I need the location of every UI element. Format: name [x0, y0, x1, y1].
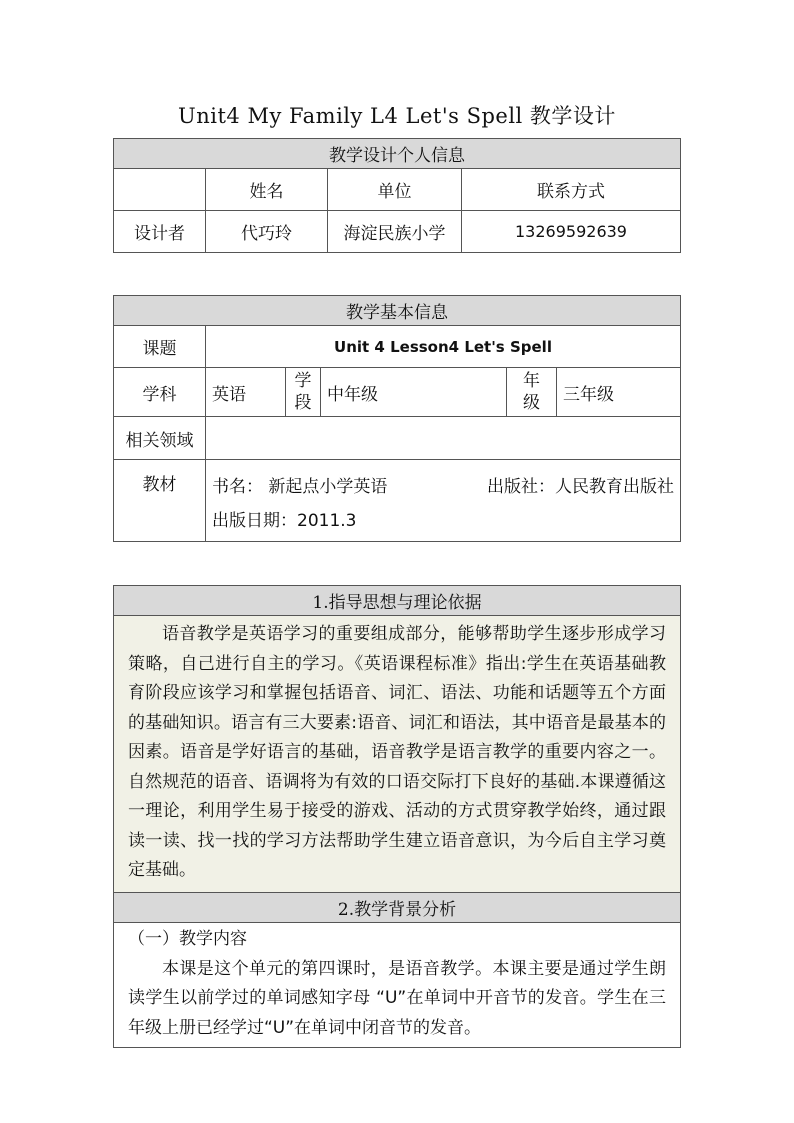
- basic-info-header: 教学基本信息: [114, 296, 681, 326]
- field-value: [206, 417, 681, 460]
- stage-label-line1: 学: [294, 371, 312, 391]
- basic-info-table: [113, 295, 681, 542]
- personal-info-table: [113, 138, 681, 253]
- grade-label-line1: 年: [523, 371, 540, 391]
- subject-value: 英语: [206, 368, 286, 417]
- stage-label-line2: 段: [294, 393, 312, 413]
- publisher: 出版社：人民教育出版社: [487, 477, 674, 497]
- contact-column-header: 联系方式: [462, 169, 681, 211]
- grade-label-line2: 级: [523, 393, 540, 413]
- publish-date: 出版日期：2011.3: [212, 511, 357, 531]
- designer-label: 设计者: [114, 211, 206, 253]
- topic-label: 课题: [114, 326, 206, 368]
- section2-header: 2.教学背景分析: [114, 893, 681, 923]
- unit-column-header: 单位: [328, 169, 462, 211]
- section1-body: 语音教学是英语学习的重要组成部分，能够帮助学生逐步形成学习策略，自己进行自主的学习。《英语课程标准》指出:学生在英语基础教育阶段应该学习和掌握包括语音、词汇、语法、功能和话题等五个方面的基础知识。语言有三大要素:语音、词汇和语法，其中语音是最基本的因素。语音是学好语言的基础，语音教学是语言教学的重要内容之一。自然规范的语音、语调将为有效的口语交际打下良好的基础.本课遵循这一理论，利用学生易于接受的游戏、活动的方式贯穿教学始终，通过跟读一读、找一找的学习方法帮助学生建立语音意识，为今后自主学习奠定基础。: [114, 616, 681, 893]
- document-title: Unit4 My Family L4 Let's Spell 教学设计: [178, 104, 616, 128]
- field-label: 相关领域: [114, 417, 206, 460]
- stage-value: 中年级: [321, 368, 507, 417]
- section2-subheading: （一）教学内容: [128, 929, 247, 949]
- empty-cell: [114, 169, 206, 211]
- sections-table: [113, 585, 681, 1048]
- book-name: 书名： 新起点小学英语: [212, 477, 388, 497]
- section2-body: 本课是这个单元的第四课时，是语音教学。本课主要是通过学生朗读学生以前学过的单词感知字母 “U”在单词中开音节的发音。学生在三年级上册已经学过“U”在单词中闭音节的发音。: [128, 958, 666, 1038]
- designer-contact: 13269592639: [462, 211, 681, 253]
- name-column-header: 姓名: [206, 169, 328, 211]
- subject-label: 学科: [114, 368, 206, 417]
- grade-value: 三年级: [557, 368, 681, 417]
- designer-unit: 海淀民族小学: [328, 211, 462, 253]
- personal-info-header: 教学设计个人信息: [114, 139, 681, 169]
- topic-value: Unit 4 Lesson4 Let's Spell: [206, 326, 681, 368]
- designer-name: 代巧玲: [206, 211, 328, 253]
- section1-header: 1.指导思想与理论依据: [114, 586, 681, 616]
- textbook-label: 教材: [114, 460, 206, 542]
